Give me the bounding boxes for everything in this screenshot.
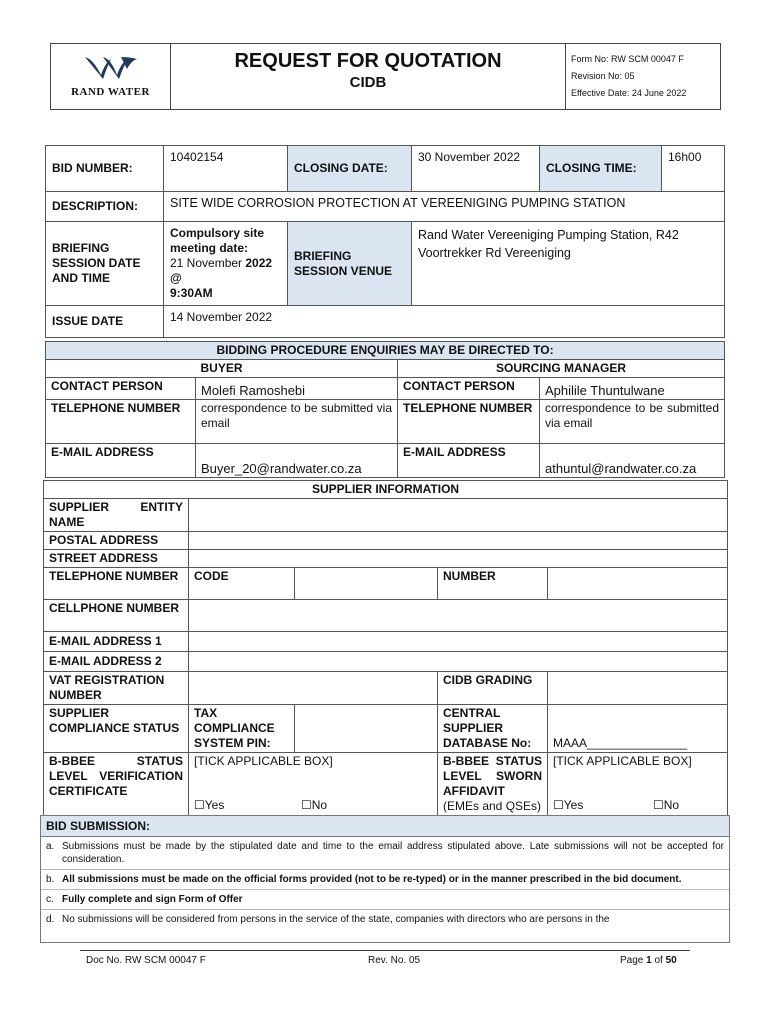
telephone-number-label: TELEPHONE NUMBER (44, 568, 189, 600)
closing-time-value: 16h00 (662, 146, 725, 192)
submission-item-label: c. (46, 894, 54, 905)
document-header (50, 43, 721, 110)
bbbee-certificate-label: B-BBEE STATUS LEVEL VERIFICATION CERTIFICATE (44, 753, 189, 816)
buyer-email-value: Buyer_20@randwater.co.za (196, 444, 398, 478)
emes-qses-label: (EMEs and QSEs) (443, 799, 542, 813)
manager-contact-label: CONTACT PERSON (398, 378, 540, 400)
supplier-entity-name-field[interactable] (189, 499, 728, 532)
footer-revision-number: Rev. No. 05 (368, 955, 421, 966)
bbbee-affidavit-options (548, 753, 728, 816)
submission-item-b (41, 870, 729, 890)
briefing-date: 21 November (170, 256, 246, 270)
briefing-venue-label: BRIEFING SESSION VENUE (288, 222, 412, 306)
telephone-code-field[interactable] (295, 568, 438, 600)
form-info-cell (566, 44, 721, 110)
buyer-telephone-value: correspondence to be submitted via email (196, 400, 398, 444)
closing-date-value: 30 November 2022 (412, 146, 540, 192)
affidavit-no-option[interactable] (653, 798, 679, 813)
cellphone-number-label: CELLPHONE NUMBER (44, 600, 189, 632)
tick-applicable-box-text: [TICK APPLICABLE BOX] (194, 754, 333, 768)
briefing-time: 9:30AM (170, 286, 213, 300)
page-current: 1 (646, 955, 652, 966)
supplier-information-table (43, 480, 728, 816)
closing-time-label: CLOSING TIME: (540, 146, 662, 192)
vat-registration-field[interactable] (189, 672, 438, 705)
csd-number-label: CENTRAL SUPPLIER DATABASE No: (438, 705, 548, 753)
manager-email-label: E-MAIL ADDRESS (398, 444, 540, 478)
page-footer (80, 950, 690, 966)
document-subtitle: CIDB (349, 74, 387, 91)
street-address-field[interactable] (189, 550, 728, 568)
supplier-entity-name-label: SUPPLIER ENTITY NAME (44, 499, 189, 532)
cidb-grading-label: CIDB GRADING (438, 672, 548, 705)
manager-telephone-label: TELEPHONE NUMBER (398, 400, 540, 444)
manager-telephone-value: correspondence to be submitted via email (540, 400, 725, 444)
submission-item-label: d. (46, 914, 55, 925)
closing-date-label: CLOSING DATE: (288, 146, 412, 192)
certificate-no-label: No (311, 798, 328, 812)
description-value: SITE WIDE CORROSION PROTECTION AT VEREENIGING PUMPING STATION (164, 192, 725, 222)
telephone-number-field[interactable] (548, 568, 728, 600)
manager-contact-value: Aphilile Thuntulwane (540, 378, 725, 400)
briefing-year: 2022 @ (170, 256, 273, 285)
enquiries-table (45, 341, 725, 478)
tax-compliance-pin-field[interactable] (295, 705, 438, 753)
rand-water-logo-icon (81, 53, 141, 81)
telephone-number-sub-label: NUMBER (438, 568, 548, 600)
email-address-2-label: E-MAIL ADDRESS 2 (44, 652, 189, 672)
certificate-no-option[interactable] (301, 798, 327, 813)
briefing-compulsory: Compulsory site meeting date: (170, 226, 265, 255)
page-prefix: Page (620, 955, 647, 966)
vat-registration-label: VAT REGISTRATION NUMBER (44, 672, 189, 705)
bid-submission-section (40, 815, 730, 943)
briefing-venue-value: Rand Water Vereeniging Pumping Station, R42 Voortrekker Rd Vereeniging (412, 222, 725, 306)
checkbox-icon[interactable]: ☐ (553, 798, 564, 812)
email-address-1-label: E-MAIL ADDRESS 1 (44, 632, 189, 652)
submission-item-text: No submissions will be considered from persons in the service of the state, companies with directors who are persons in the (62, 914, 610, 925)
manager-email-value: athuntul@randwater.co.za (540, 444, 725, 478)
buyer-contact-label: CONTACT PERSON (46, 378, 196, 400)
affidavit-yes-label: Yes (563, 798, 584, 812)
description-label: DESCRIPTION: (46, 192, 164, 222)
bbbee-affidavit-cell (438, 753, 548, 816)
bbbee-certificate-options (189, 753, 438, 816)
briefing-date-label: BRIEFING SESSION DATE AND TIME (46, 222, 164, 306)
submission-item-text: Fully complete and sign Form of Offer (62, 894, 243, 905)
submission-item-text: Submissions must be made by the stipulated date and time to the email address stipulated above. Late submissions will not be accepted for consideration. (62, 841, 724, 865)
postal-address-field[interactable] (189, 532, 728, 550)
tick-applicable-box-text-2: [TICK APPLICABLE BOX] (553, 754, 692, 768)
cidb-grading-field[interactable] (548, 672, 728, 705)
page-total: 50 (665, 955, 677, 966)
document-title: REQUEST FOR QUOTATION (234, 50, 502, 72)
supplier-compliance-status-label: SUPPLIER COMPLIANCE STATUS (44, 705, 189, 753)
checkbox-icon[interactable]: ☐ (301, 798, 312, 812)
affidavit-no-label: No (663, 798, 680, 812)
logo-text: RAND WATER (71, 86, 150, 98)
submission-item-d (41, 910, 729, 929)
cellphone-number-field[interactable] (189, 600, 728, 632)
bid-number-value: 10402154 (164, 146, 288, 192)
street-address-label: STREET ADDRESS (44, 550, 189, 568)
buyer-telephone-label: TELEPHONE NUMBER (46, 400, 196, 444)
telephone-code-label: CODE (189, 568, 295, 600)
email-address-2-field[interactable] (189, 652, 728, 672)
checkbox-icon[interactable]: ☐ (653, 798, 664, 812)
sourcing-manager-heading: SOURCING MANAGER (398, 360, 725, 378)
title-cell (171, 44, 566, 110)
submission-item-label: a. (46, 841, 55, 852)
submission-item-a (41, 837, 729, 870)
postal-address-label: POSTAL ADDRESS (44, 532, 189, 550)
tax-compliance-pin-label: TAX COMPLIANCE SYSTEM PIN: (189, 705, 295, 753)
bid-number-label: BID NUMBER: (46, 146, 164, 192)
certificate-yes-label: Yes (204, 798, 225, 812)
bid-details-table (45, 145, 725, 338)
buyer-contact-value: Molefi Ramoshebi (196, 378, 398, 400)
form-number: Form No: RW SCM 00047 F (571, 54, 684, 64)
footer-doc-number: Doc No. RW SCM 00047 F (86, 955, 206, 966)
enquiries-title: BIDDING PROCEDURE ENQUIRIES MAY BE DIRECTED TO: (46, 342, 725, 360)
revision-number: Revision No: 05 (571, 71, 635, 81)
certificate-yes-option[interactable] (194, 798, 224, 813)
issue-date-label: ISSUE DATE (46, 306, 164, 338)
effective-date: Effective Date: 24 June 2022 (571, 88, 687, 98)
footer-page-number (620, 955, 677, 966)
briefing-date-value (164, 222, 288, 306)
submission-item-c (41, 890, 729, 910)
bbbee-affidavit-label: B-BBEE STATUS LEVEL SWORN AFFIDAVIT (443, 754, 542, 798)
logo-cell (51, 44, 171, 110)
checkbox-icon[interactable]: ☐ (194, 798, 205, 812)
bid-submission-title: BID SUBMISSION: (41, 816, 729, 837)
affidavit-yes-option[interactable] (553, 798, 583, 813)
submission-item-label: b. (46, 874, 55, 885)
email-address-1-field[interactable] (189, 632, 728, 652)
buyer-heading: BUYER (46, 360, 398, 378)
buyer-email-label: E-MAIL ADDRESS (46, 444, 196, 478)
csd-number-value[interactable]: MAAA_______________ (548, 705, 728, 753)
issue-date-value: 14 November 2022 (164, 306, 725, 338)
supplier-info-title: SUPPLIER INFORMATION (44, 481, 728, 499)
page-of: of (651, 955, 666, 966)
submission-item-text: All submissions must be made on the official forms provided (not to be re-typed) or in the manner prescribed in the bid document. (62, 874, 682, 885)
